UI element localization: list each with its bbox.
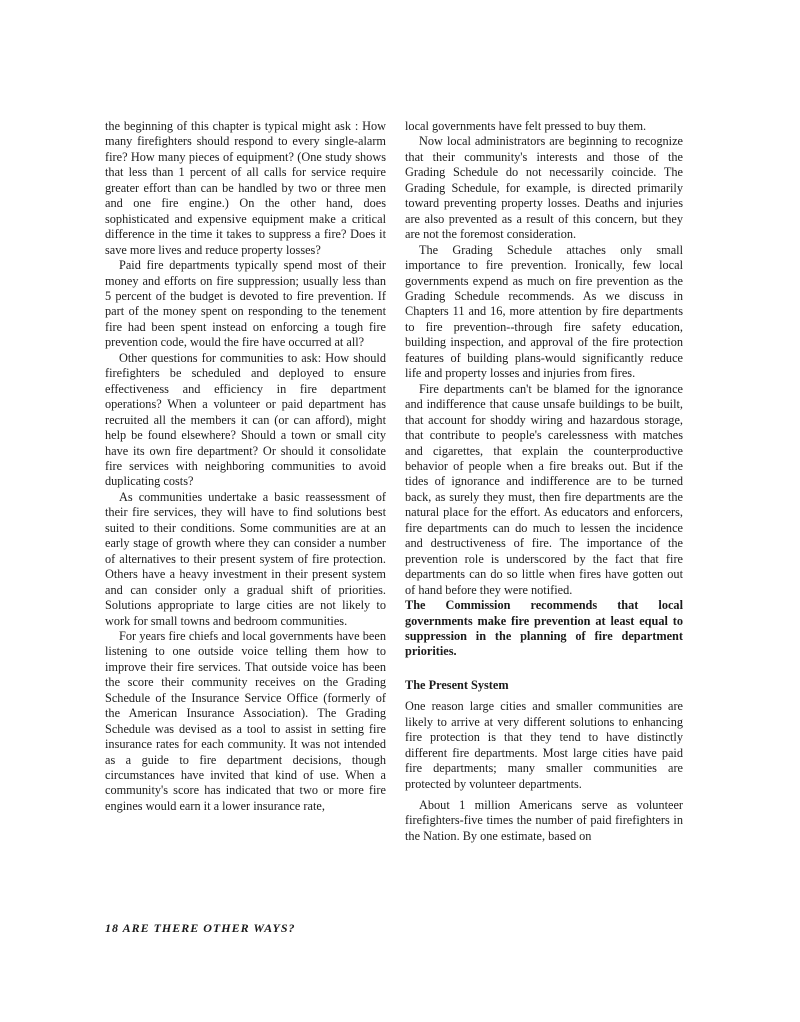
- recommendation: The Commission recommends that local governments make fire prevention at least equal to suppression in the planning of fire department priorities.: [405, 598, 683, 659]
- paragraph: For years fire chiefs and local governments have been listening to one outside voice telling them how to improve their fire services. That outside voice has been the score their community receives on the Grading Schedule of the Insurance Service Office (formerly of the American Insurance Association). The Grading Schedule was devised as a tool to assist in setting fire insurance rates for each community. It was not intended as a guide to fire department decisions, though circumstances have invited that kind of use. When a community's score has indicated that two or more fire engines would earn it a lower insurance rate,: [105, 628, 386, 813]
- page-footer: [105, 921, 296, 936]
- paragraph: The Grading Schedule attaches only small importance to fire prevention. Ironically, few local governments expend as much on fire prevention as the Grading Schedule recommends. As we discuss in Chapters 11 and 16, more attention by fire departments to fire prevention--through fire safety education, building inspection, and approval of the fire protection features of building plans-would significantly reduce life and property losses and injuries from fires.: [405, 242, 683, 381]
- paragraph: local governments have felt pressed to buy them.: [405, 119, 647, 133]
- paragraph: As communities undertake a basic reassessment of their fire services, they will have to find solutions best suited to their conditions. Some communities are at an early stage of growth where they can consider a number of alternatives to their present system of fire protection. Others have a heavy investment in their present system and can consider only a gradual shift of priorities. Solutions appropriate to large cities are not likely to work for small towns and bedroom communities.: [105, 489, 386, 628]
- paragraph: the beginning of this chapter is typical might ask : How many firefighters should respond to every single-alarm fire? How many pieces of equipment? (One study shows that less than 1 percent of all calls for service require greater effort than can be handled by two or three men and one fire engine.) On the other hand, does sophisticated and expensive equipment make a critical difference in the time it takes to suppress a fire? Does it save more lives and reduce property losses?: [105, 119, 386, 257]
- section-heading: The Present System: [405, 677, 509, 692]
- paragraph: Other questions for communities to ask: How should firefighters be scheduled and deployed to ensure effectiveness and efficiency in fire department operations? When a volunteer or paid department has recruited all the members it can (or can afford), might help be found elsewhere? Should a town or small city have its own fire department? Or should it consolidate fire services with neighboring communities to avoid duplicating costs?: [105, 350, 386, 489]
- paragraph: Now local administrators are beginning to recognize that their community's interests and those of the Grading Schedule do not necessarily coincide. The Grading Schedule, for example, is directed primarily toward preventing property losses. Deaths and injuries are also prevented as a result of this concern, but they are not the foremost consideration.: [405, 134, 683, 242]
- paragraph: Fire departments can't be blamed for the ignorance and indifference that cause unsafe buildings to be built, that account for shoddy wiring and hazardous storage, that contribute to people's carelessness with matches and cigarettes, that explain the counterproductive behavior of people when a fire breaks out. But if the tides of ignorance and indifference are to be turned back, as surely they must, then fire departments are the natural place for the effort. As educators and enforcers, fire departments can do much to lessen the incidence and destructiveness of fire. The importance of the prevention role is underscored by the fact that fire departments can do so little when fires have gotten out of hand before they were notified.: [405, 381, 683, 597]
- paragraph: One reason large cities and smaller communities are likely to arrive at very different solutions to enhancing fire protection is that they tend to have distinctly different fire departments. Most large cities have paid fire departments; many smaller communities are protected by volunteer departments.: [405, 699, 683, 791]
- left-column: [105, 119, 386, 814]
- paragraph: About 1 million Americans serve as volunteer firefighters-five times the number of paid firefighters in the Nation. By one estimate, based on: [405, 798, 683, 843]
- page-number: 18: [105, 921, 119, 935]
- paragraph: Paid fire departments typically spend most of their money and efforts on fire suppression; usually less than 5 percent of the budget is devoted to fire prevention. If part of the money spent on responding to the tenement fire had been spent instead on enforcing a tough fire prevention code, would the fire have occurred at all?: [105, 258, 386, 350]
- right-column: [405, 119, 683, 844]
- running-title: ARE THERE OTHER WAYS?: [122, 921, 296, 935]
